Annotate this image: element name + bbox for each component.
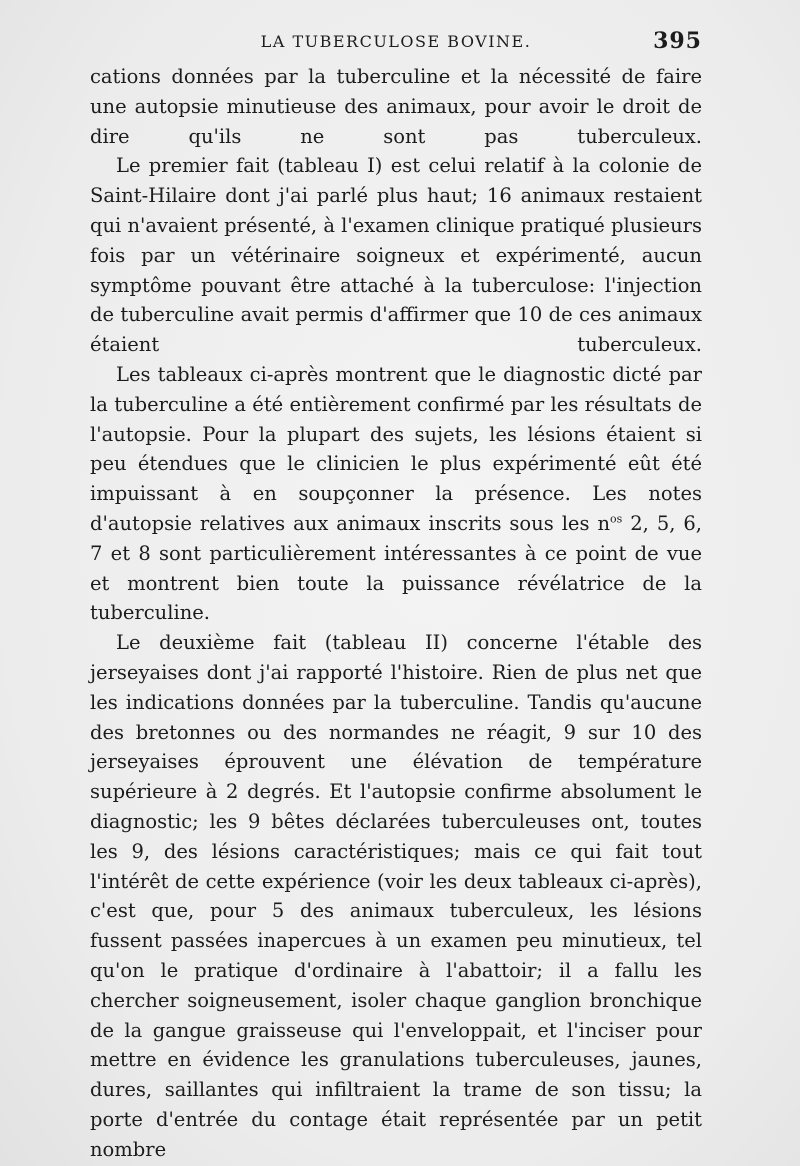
paragraph-continuation: cations données par la tuberculine et la nécessité de faire une autopsie minutieuse des animaux, pour avoir le droit de dire qu'ils ne sont pas tuberculeux. [90, 65, 702, 148]
page-number: 395 [653, 28, 702, 54]
body-text [90, 62, 702, 1164]
paragraph-deuxieme-fait: Le deuxième fait (tableau II) concerne l'étable des jerseyaises dont j'ai rapporté l'histoire. Rien de plus net que les indications données par la tuberculine. Tandis qu'aucune des bretonnes ou des normandes ne réagit, 9 sur 10 des jerseyaises éprouvent une élévation de température supérieure à 2 degrés. Et l'autopsie confirme absolument le diagnostic; les 9 bêtes déclarées tuberculeuses ont, toutes les 9, des lésions caractéristiques; mais ce qui fait tout l'intérêt de cette expérience (voir les deux tableaux ci-après), c'est que, pour 5 des animaux tuberculeux, les lésions fussent passées inapercues à un examen peu minutieux, tel qu'on le pratique d'ordinaire à l'abattoir; il a fallu les chercher soigneusement, isoler chaque ganglion bronchique de la gangue graisseuse qui l'enveloppait, et l'inciser pour mettre en évidence les granulations tuberculeuses, jaunes, dures, saillantes qui infiltraient la trame de son tissu; la porte d'entrée du contage était représentée par un petit nombre [90, 631, 702, 1161]
paragraph-premier-fait: Le premier fait (tableau I) est celui relatif à la colonie de Saint-Hilaire dont j'ai parlé plus haut; 16 animaux restaient qui n'avaient présenté, à l'examen clinique pratiqué plusieurs fois par un vétérinaire soigneux et expérimenté, aucun symptôme pouvant être attaché à la tuberculose: l'injection de tuberculine avait permis d'affirmer que 10 de ces animaux étaient tuberculeux. [90, 154, 702, 357]
running-head [90, 28, 702, 58]
paragraph-tableaux-part-2: 2, 5, 6, 7 et 8 sont particulièrement intéressantes à ce point de vue et montrent bien toute la puissance révélatrice de la tuberculine. [90, 511, 702, 625]
running-head-title: LA TUBERCULOSE BOVINE. [260, 32, 532, 51]
paragraph-tableaux-part-1: Les tableaux ci-après montrent que le diagnostic dicté par la tuberculine a été entièrement confirmé par les résultats de l'autopsie. Pour la plupart des sujets, les lésions étaient si peu étendues que le clinicien le plus expérimenté eût été impuissant à en soupçonner la présence. Les notes d'autopsie relatives aux animaux inscrits sous les n [90, 362, 702, 535]
numero-superscript: os [610, 512, 623, 526]
paragraph-tableaux [90, 360, 702, 628]
